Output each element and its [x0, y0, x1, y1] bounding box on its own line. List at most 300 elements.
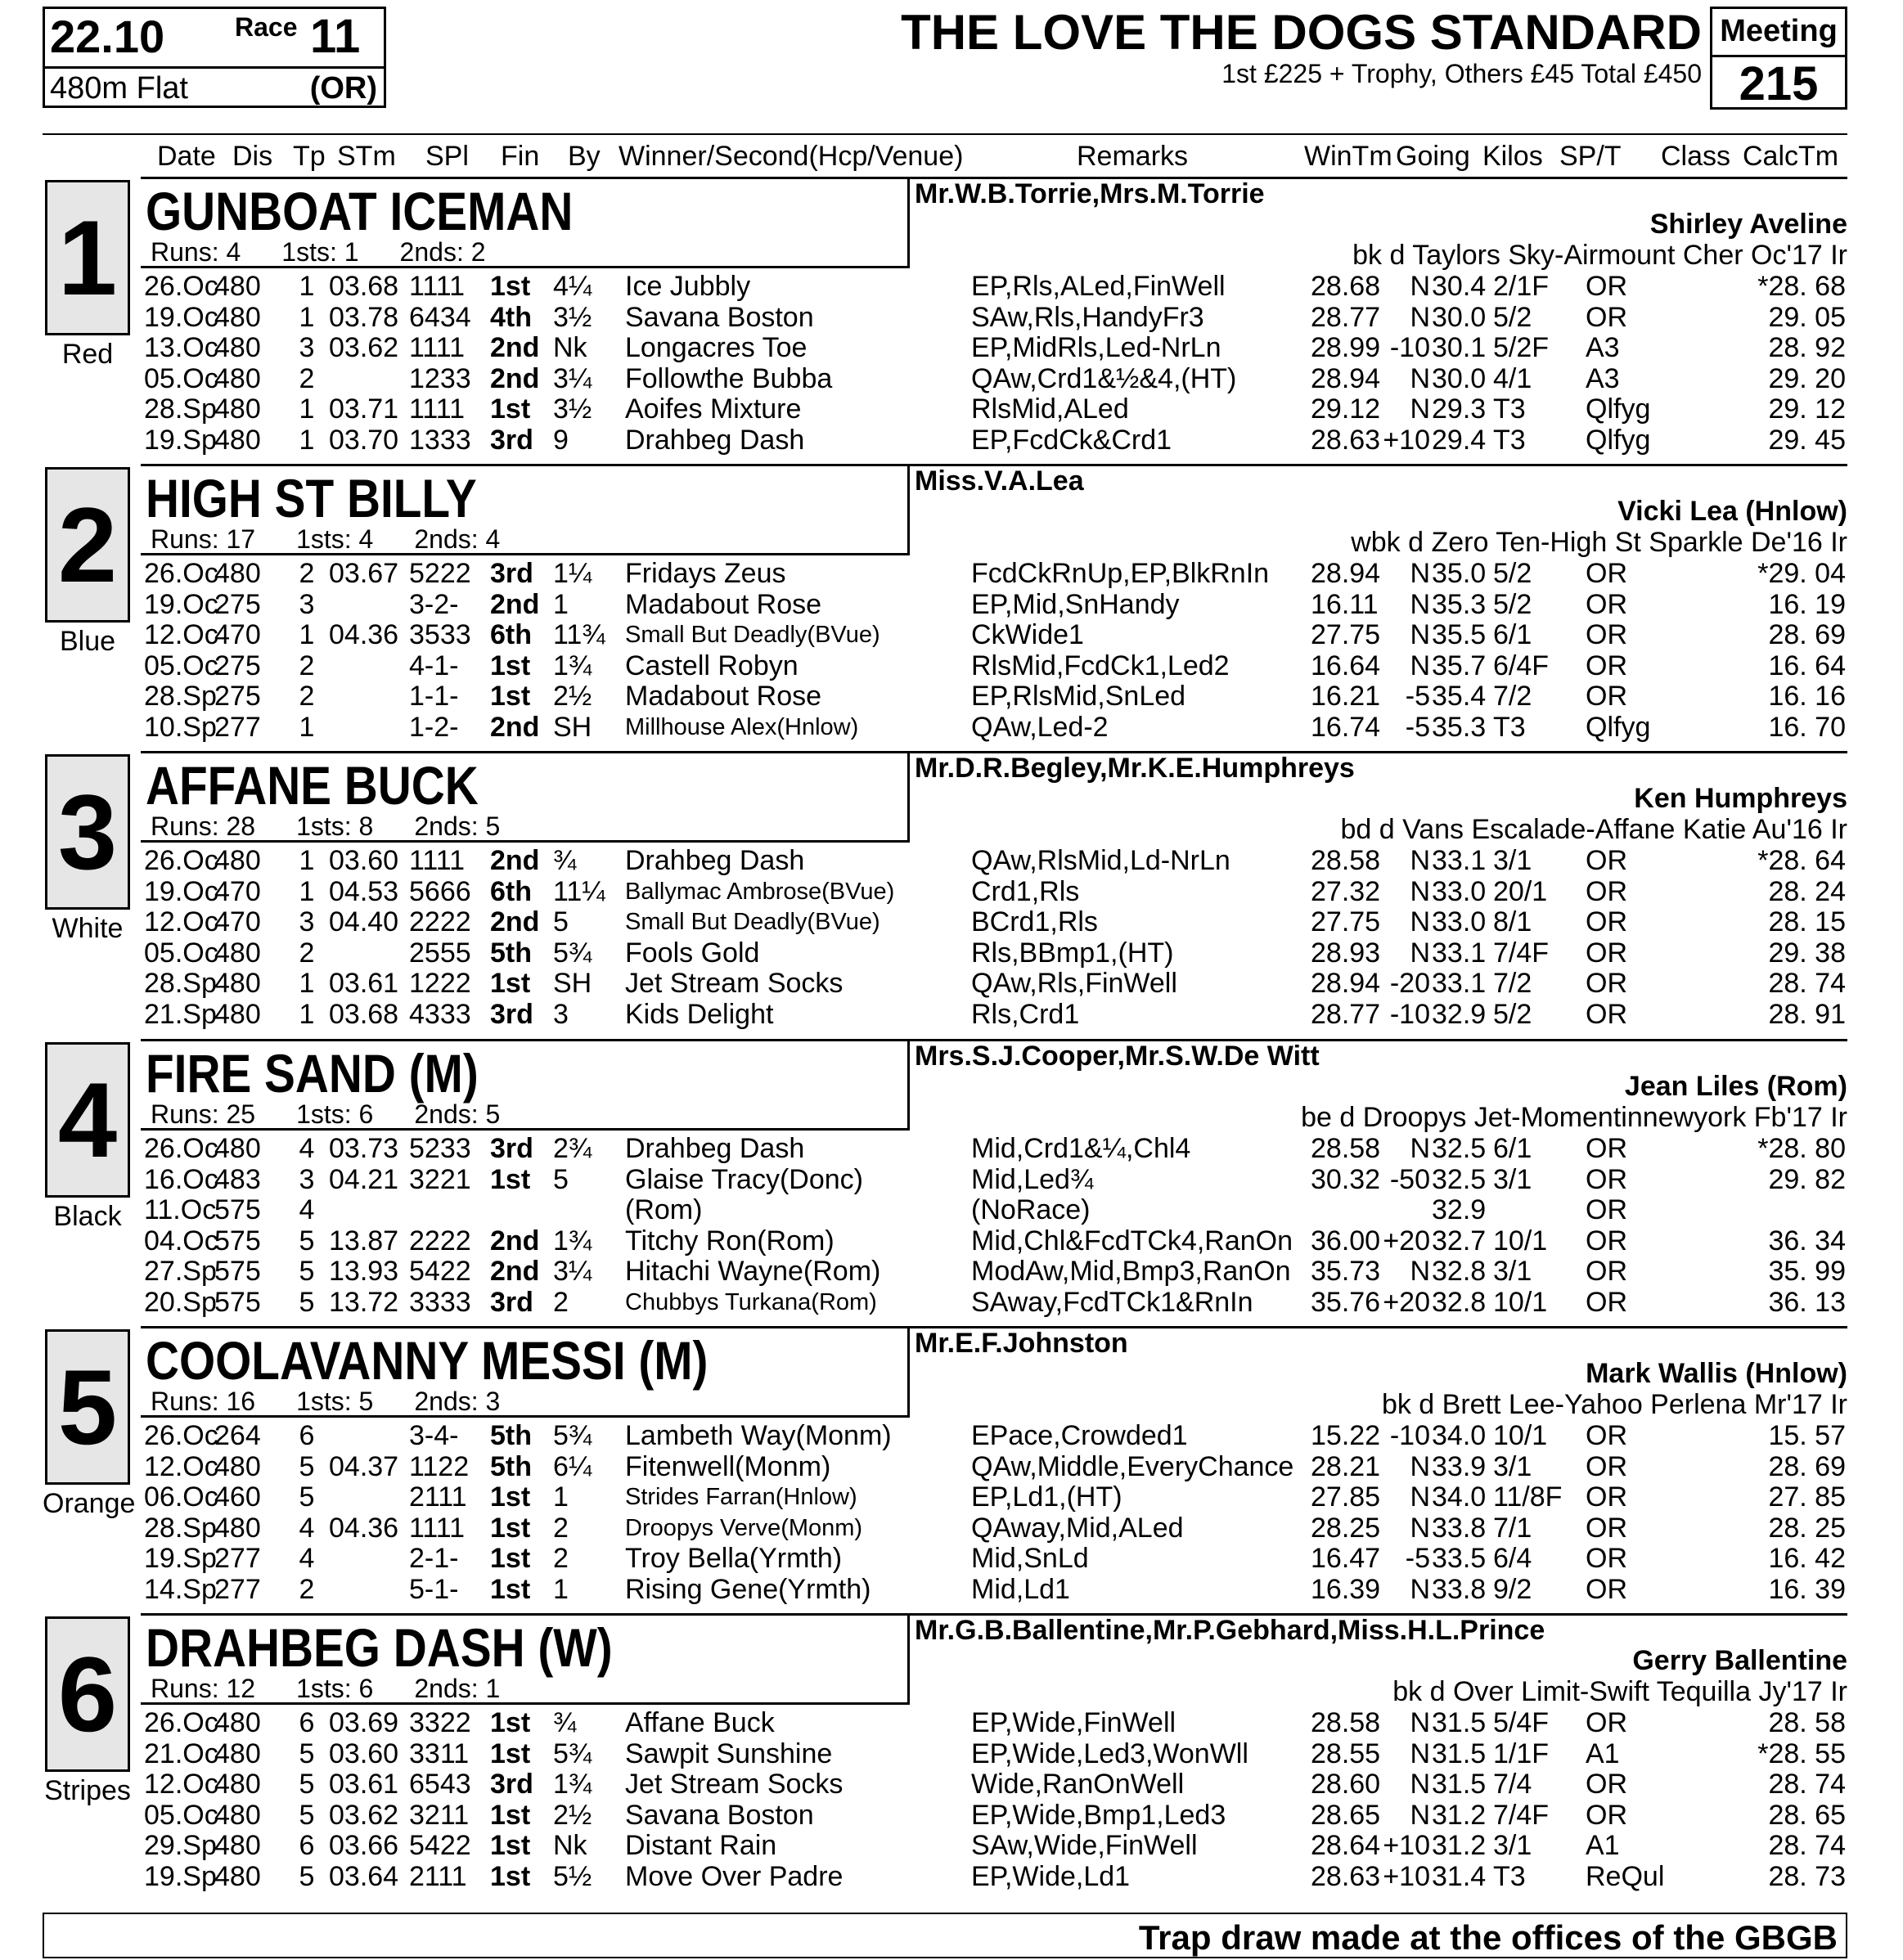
form-trap: 5: [299, 1860, 315, 1892]
form-remarks: ModAw,Mid,Bmp3,RanOn: [971, 1256, 1291, 1287]
form-starting-price: 8/1: [1493, 906, 1532, 937]
form-sectional: 03.60: [329, 1737, 399, 1769]
form-row: [43, 1421, 1847, 1451]
form-finish: 3rd: [490, 1133, 533, 1164]
form-split: 4-1-: [409, 650, 459, 681]
form-split: 3322: [409, 1707, 471, 1738]
form-split: 1222: [409, 968, 471, 999]
form-win-time: 16.21: [1311, 681, 1381, 712]
form-going: N: [1410, 1256, 1430, 1287]
form-remarks: QAw,Led-2: [971, 711, 1109, 743]
form-win-time: 30.32: [1311, 1163, 1381, 1195]
runner-name: AFFANE BUCK: [146, 755, 479, 816]
form-starting-price: T3: [1493, 711, 1526, 743]
form-class: A1: [1586, 1830, 1620, 1861]
form-distance-beaten: 2: [553, 1286, 569, 1318]
form-win-time: 27.75: [1311, 619, 1381, 650]
form-finish: 2nd: [490, 362, 540, 394]
runner-firsts: 1sts: 6: [296, 1099, 374, 1129]
form-remarks: SAw,Wide,FinWell: [971, 1830, 1198, 1861]
form-winner: Aoifes Mixture: [625, 393, 802, 425]
form-distance: 275: [214, 650, 261, 681]
form-remarks: QAw,Rls,FinWell: [971, 968, 1177, 999]
form-split: 2222: [409, 1225, 471, 1256]
form-weight: 29.4: [1432, 424, 1487, 456]
form-calc-time: 16. 19: [1768, 588, 1846, 620]
form-weight: 31.5: [1432, 1707, 1487, 1738]
form-going: N: [1410, 1450, 1430, 1482]
form-class: OR: [1586, 1799, 1627, 1831]
form-weight: 31.4: [1432, 1860, 1487, 1892]
form-starting-price: 7/2: [1493, 968, 1532, 999]
form-row: [43, 1831, 1847, 1861]
form-weight: 33.8: [1432, 1573, 1487, 1605]
form-split: 3221: [409, 1163, 471, 1195]
form-row: [43, 1739, 1847, 1769]
form-date: 05.Oc: [144, 650, 218, 681]
form-trap: 4: [299, 1194, 315, 1225]
runner-runs: Runs: 12: [151, 1674, 256, 1703]
form-weight: 30.1: [1432, 332, 1487, 363]
form-going: N: [1410, 906, 1430, 937]
form-win-time: 16.11: [1311, 588, 1379, 620]
form-trap: 1: [299, 424, 315, 456]
form-going: -5: [1405, 681, 1430, 712]
form-split: 1-2-: [409, 711, 459, 743]
form-going: N: [1410, 362, 1430, 394]
form-going: +20: [1383, 1286, 1430, 1318]
form-finish: 1st: [490, 1481, 531, 1513]
form-win-time: 16.47: [1311, 1543, 1381, 1574]
form-remarks: EP,Rls,ALed,FinWell: [971, 271, 1226, 302]
runner-runs: Runs: 28: [151, 811, 256, 841]
form-winner: Small But Deadly(BVue): [625, 622, 880, 648]
form-winner: Madabout Rose: [625, 681, 822, 712]
runner-owner: Miss.V.A.Lea: [915, 465, 1084, 497]
form-distance: 277: [214, 1543, 261, 1574]
col-calctm: CalcTm: [1743, 141, 1839, 172]
form-remarks: Rls,BBmp1,(HT): [971, 937, 1174, 969]
form-date: 19.Oc: [144, 588, 218, 620]
form-class: OR: [1586, 1450, 1627, 1482]
form-row: [43, 333, 1847, 363]
form-finish: 5th: [490, 937, 532, 969]
form-sectional: 03.69: [329, 1707, 399, 1738]
race-title: THE LOVE THE DOGS STANDARD: [901, 5, 1702, 60]
form-calc-time: 16. 64: [1768, 650, 1846, 681]
form-trap: 1: [299, 875, 315, 907]
form-weight: 33.8: [1432, 1512, 1487, 1544]
trap-colour: White: [52, 913, 124, 944]
prize-money: 1st £225 + Trophy, Others £45 Total £450: [1221, 59, 1702, 88]
col-remarks: Remarks: [1077, 141, 1189, 172]
form-split: 1111: [409, 1512, 466, 1544]
form-going: N: [1410, 1799, 1430, 1831]
col-date: Date: [157, 141, 216, 172]
form-split: 2555: [409, 937, 471, 969]
form-sectional: 04.21: [329, 1163, 399, 1195]
form-going: -20: [1389, 968, 1430, 999]
form-calc-time: 28. 69: [1768, 1450, 1846, 1482]
form-remarks: EP,Wide,Ld1: [971, 1860, 1131, 1892]
runner-block: [43, 751, 1847, 1037]
form-date: 21.Oc: [144, 1737, 218, 1769]
form-weight: 34.0: [1432, 1420, 1487, 1451]
form-trap: 5: [299, 1256, 315, 1287]
form-class: OR: [1586, 1194, 1627, 1225]
form-date: 29.Sp: [144, 1830, 217, 1861]
form-winner: Affane Buck: [625, 1707, 775, 1738]
form-distance-beaten: ¾: [553, 845, 577, 876]
runner-name-box: [141, 1326, 910, 1418]
runner-breeding: bk d Taylors Sky-Airmount Cher Oc'17 Ir: [1352, 240, 1847, 271]
form-calc-time: 28. 92: [1768, 332, 1846, 363]
form-calc-time: 28. 74: [1768, 1830, 1846, 1861]
form-going: N: [1410, 937, 1430, 969]
runner-firsts: 1sts: 4: [296, 524, 374, 554]
form-remarks: Mid,Ld1: [971, 1573, 1070, 1605]
form-distance-beaten: 2: [553, 1512, 569, 1544]
form-split: 1333: [409, 424, 471, 456]
form-date: 16.Oc: [144, 1163, 218, 1195]
form-trap: 4: [299, 1512, 315, 1544]
form-class: A3: [1586, 332, 1620, 363]
form-finish: 1st: [490, 271, 531, 302]
form-class: A1: [1586, 1737, 1620, 1769]
form-row: [43, 713, 1847, 743]
form-going: N: [1410, 1133, 1430, 1164]
form-split: 5-1-: [409, 1573, 459, 1605]
trap-colour: Blue: [59, 626, 116, 657]
form-starting-price: 5/2: [1493, 558, 1532, 589]
col-dis: Dis: [232, 141, 273, 172]
form-win-time: 29.12: [1311, 393, 1381, 425]
form-finish: 1st: [490, 968, 531, 999]
form-distance-beaten: 11¾: [553, 619, 605, 650]
form-sectional: 04.36: [329, 1512, 399, 1544]
form-distance: 480: [214, 424, 261, 456]
form-going: N: [1410, 875, 1430, 907]
form-date: 05.Oc: [144, 937, 218, 969]
form-weight: 32.8: [1432, 1256, 1487, 1287]
runner-trainer: Vicki Lea (Hnlow): [1617, 496, 1847, 527]
form-going: N: [1410, 1737, 1430, 1769]
form-distance-beaten: 3¼: [553, 1256, 592, 1287]
form-winner: Jet Stream Socks: [625, 968, 844, 999]
form-win-time: 28.99: [1311, 332, 1381, 363]
form-finish: 5th: [490, 1450, 532, 1482]
form-weight: 34.0: [1432, 1481, 1487, 1513]
form-weight: 30.0: [1432, 362, 1487, 394]
form-sectional: 03.71: [329, 393, 399, 425]
form-distance-beaten: SH: [553, 968, 592, 999]
form-finish: 6th: [490, 875, 532, 907]
form-date: 13.Oc: [144, 332, 218, 363]
form-distance-beaten: 5½: [553, 1860, 592, 1892]
runner-breeding: bk d Over Limit-Swift Tequilla Jy'17 Ir: [1392, 1676, 1847, 1707]
runner-name: FIRE SAND (M): [146, 1043, 479, 1104]
form-class: OR: [1586, 875, 1627, 907]
form-split: 6543: [409, 1769, 471, 1800]
form-going: N: [1410, 1769, 1430, 1800]
form-win-time: 28.63: [1311, 1860, 1381, 1892]
form-calc-time: 29. 12: [1768, 393, 1846, 425]
form-win-time: 15.22: [1311, 1420, 1381, 1451]
form-class: OR: [1586, 301, 1627, 333]
form-date: 26.Oc: [144, 271, 218, 302]
form-row: [43, 1165, 1847, 1195]
form-date: 14.Sp: [144, 1573, 217, 1605]
form-calc-time: 28. 65: [1768, 1799, 1846, 1831]
race-number: 11: [310, 10, 361, 63]
form-sectional: 03.68: [329, 271, 399, 302]
form-win-time: 27.32: [1311, 875, 1381, 907]
form-distance: 480: [214, 1769, 261, 1800]
form-row: [43, 1769, 1847, 1800]
form-date: 06.Oc: [144, 1481, 218, 1513]
form-distance-beaten: Nk: [553, 1830, 587, 1861]
form-going: N: [1410, 1512, 1430, 1544]
form-trap: 2: [299, 558, 315, 589]
form-going: +20: [1383, 1225, 1430, 1256]
form-trap: 5: [299, 1737, 315, 1769]
form-weight: 29.3: [1432, 393, 1487, 425]
runner-firsts: 1sts: 8: [296, 811, 374, 841]
form-weight: 31.5: [1432, 1769, 1487, 1800]
form-distance-beaten: 1: [553, 588, 569, 620]
runner-stats: [151, 1099, 500, 1130]
form-distance: 575: [214, 1286, 261, 1318]
form-date: 12.Oc: [144, 1769, 218, 1800]
form-winner: Fools Gold: [625, 937, 760, 969]
form-distance-beaten: 2: [553, 1543, 569, 1574]
form-calc-time: 16. 16: [1768, 681, 1846, 712]
form-calc-time: 36. 13: [1768, 1286, 1846, 1318]
form-weight: 31.2: [1432, 1799, 1487, 1831]
form-trap: 6: [299, 1707, 315, 1738]
form-starting-price: 9/2: [1493, 1573, 1532, 1605]
form-sectional: 04.37: [329, 1450, 399, 1482]
form-going: -10: [1389, 1420, 1430, 1451]
form-split: 5666: [409, 875, 471, 907]
form-distance-beaten: 1: [553, 1481, 569, 1513]
form-distance-beaten: 2¾: [553, 1133, 592, 1164]
trap-number: 1: [45, 180, 130, 335]
form-row: [43, 1195, 1847, 1225]
form-class: Qlfyg: [1586, 424, 1651, 456]
form-finish: 6th: [490, 619, 532, 650]
form-distance: 480: [214, 301, 261, 333]
runner-owner: Mr.D.R.Begley,Mr.K.E.Humphreys: [915, 753, 1355, 784]
form-trap: 2: [299, 937, 315, 969]
form-distance: 470: [214, 906, 261, 937]
col-spl: SPl: [425, 141, 469, 172]
runner-trainer: Mark Wallis (Hnlow): [1586, 1358, 1847, 1389]
form-calc-time: *29. 04: [1757, 558, 1846, 589]
form-trap: 2: [299, 650, 315, 681]
form-starting-price: T3: [1493, 424, 1526, 456]
form-class: OR: [1586, 619, 1627, 650]
form-calc-time: 29. 38: [1768, 937, 1846, 969]
form-going: N: [1410, 1573, 1430, 1605]
form-remarks: QAw,Middle,EveryChance: [971, 1450, 1294, 1482]
form-going: -10: [1389, 998, 1430, 1030]
form-date: 12.Oc: [144, 619, 218, 650]
runner-breeding: bd d Vans Escalade-Affane Katie Au'16 Ir: [1340, 814, 1847, 845]
form-row: [43, 620, 1847, 650]
form-finish: 2nd: [490, 1225, 540, 1256]
form-winner: Strides Farran(Hnlow): [625, 1484, 857, 1510]
form-weight: 33.5: [1432, 1543, 1487, 1574]
form-distance: 460: [214, 1481, 261, 1513]
runner-stats: [151, 524, 500, 555]
form-starting-price: T3: [1493, 1860, 1526, 1892]
runner-owner: Mr.G.B.Ballentine,Mr.P.Gebhard,Miss.H.L.Prince: [915, 1615, 1545, 1646]
form-class: OR: [1586, 271, 1627, 302]
form-distance: 480: [214, 845, 261, 876]
form-calc-time: *28. 55: [1757, 1737, 1846, 1769]
form-weight: 35.4: [1432, 681, 1487, 712]
form-win-time: 28.93: [1311, 937, 1381, 969]
form-finish: 1st: [490, 1163, 531, 1195]
form-date: 26.Oc: [144, 1133, 218, 1164]
trap-colour: Red: [61, 339, 114, 370]
form-starting-price: 5/4F: [1493, 1707, 1550, 1738]
form-weight: 33.9: [1432, 1450, 1487, 1482]
form-weight: 32.5: [1432, 1133, 1487, 1164]
runner-runs: Runs: 25: [151, 1099, 256, 1129]
form-split: 5222: [409, 558, 471, 589]
form-class: OR: [1586, 1481, 1627, 1513]
form-going: N: [1410, 558, 1430, 589]
form-going: N: [1410, 588, 1430, 620]
form-weight: 32.5: [1432, 1163, 1487, 1195]
form-win-time: 28.55: [1311, 1737, 1381, 1769]
form-calc-time: 28. 15: [1768, 906, 1846, 937]
form-distance: 480: [214, 362, 261, 394]
runner-firsts: 1sts: 6: [296, 1674, 374, 1703]
form-starting-price: 1/1F: [1493, 1737, 1550, 1769]
race-time: 22.10: [50, 11, 165, 62]
runner-block: [43, 464, 1847, 750]
runner-runs: Runs: 17: [151, 524, 256, 554]
form-calc-time: 28. 91: [1768, 998, 1846, 1030]
form-distance-beaten: 1¾: [553, 1225, 592, 1256]
runner-name: GUNBOAT ICEMAN: [146, 181, 574, 241]
form-going: -50: [1389, 1163, 1430, 1195]
form-win-time: 28.64: [1311, 1830, 1381, 1861]
form-class: OR: [1586, 588, 1627, 620]
runner-seconds: 2nds: 3: [414, 1387, 501, 1416]
runner-name-box: [141, 177, 910, 268]
form-starting-price: 3/1: [1493, 1830, 1532, 1861]
runner-stats: [151, 1673, 500, 1704]
form-split: 3311: [409, 1737, 470, 1769]
form-date: 26.Oc: [144, 558, 218, 589]
form-remarks: (NoRace): [971, 1194, 1091, 1225]
form-date: 12.Oc: [144, 906, 218, 937]
form-weight: 33.0: [1432, 906, 1487, 937]
form-win-time: 16.39: [1311, 1573, 1381, 1605]
form-distance: 480: [214, 271, 261, 302]
trap-number: 3: [45, 754, 130, 910]
form-class: ReQul: [1586, 1860, 1665, 1892]
form-sectional: 03.62: [329, 1799, 399, 1831]
form-winner: Move Over Padre: [625, 1860, 844, 1892]
form-winner: Chubbys Turkana(Rom): [625, 1288, 877, 1315]
form-row: [43, 938, 1847, 969]
form-row: [43, 303, 1847, 333]
form-remarks: EP,Mid,SnHandy: [971, 588, 1180, 620]
form-row: [43, 1452, 1847, 1482]
form-weight: 35.3: [1432, 588, 1487, 620]
form-sectional: 03.61: [329, 968, 399, 999]
form-starting-price: 6/4: [1493, 1543, 1532, 1574]
form-distance-beaten: 9: [553, 424, 569, 456]
form-distance-beaten: 1¼: [553, 558, 592, 589]
form-winner: Distant Rain: [625, 1830, 777, 1861]
form-calc-time: 28. 24: [1768, 875, 1846, 907]
form-date: 20.Sp: [144, 1286, 217, 1318]
runner-trainer: Ken Humphreys: [1634, 783, 1847, 814]
form-weight: 32.7: [1432, 1225, 1487, 1256]
form-row: [43, 394, 1847, 425]
form-class: OR: [1586, 558, 1627, 589]
meeting-number: 215: [1739, 57, 1819, 110]
form-going: N: [1410, 619, 1430, 650]
col-going: Going: [1396, 141, 1470, 172]
form-starting-price: 20/1: [1493, 875, 1548, 907]
form-win-time: 28.60: [1311, 1769, 1381, 1800]
runner-name: COOLAVANNY MESSI (M): [146, 1330, 709, 1391]
form-class: OR: [1586, 1512, 1627, 1544]
form-calc-time: *28. 64: [1757, 845, 1846, 876]
form-starting-price: 5/2: [1493, 998, 1532, 1030]
form-class: Qlfyg: [1586, 393, 1651, 425]
form-winner: Madabout Rose: [625, 588, 822, 620]
form-row: [43, 969, 1847, 999]
form-distance: 480: [214, 332, 261, 363]
form-class: OR: [1586, 1225, 1627, 1256]
form-remarks: Crd1,Rls: [971, 875, 1080, 907]
form-trap: 5: [299, 1450, 315, 1482]
form-calc-time: 28. 74: [1768, 968, 1846, 999]
form-date: 05.Oc: [144, 1799, 218, 1831]
form-win-time: 28.77: [1311, 998, 1381, 1030]
form-remarks: Wide,RanOnWell: [971, 1769, 1185, 1800]
form-row: [43, 1134, 1847, 1164]
form-win-time: 28.58: [1311, 845, 1381, 876]
race-grade: (OR): [309, 71, 377, 106]
form-distance: 480: [214, 1707, 261, 1738]
form-winner: Kids Delight: [625, 998, 774, 1030]
form-split: 5422: [409, 1830, 471, 1861]
form-weight: 33.1: [1432, 968, 1487, 999]
form-trap: 1: [299, 845, 315, 876]
form-row: [43, 1482, 1847, 1513]
form-sectional: 04.53: [329, 875, 399, 907]
form-class: OR: [1586, 1543, 1627, 1574]
form-calc-time: 29. 45: [1768, 424, 1846, 456]
form-trap: 5: [299, 1481, 315, 1513]
form-distance: 480: [214, 1512, 261, 1544]
form-starting-price: 10/1: [1493, 1225, 1548, 1256]
trap-colour: Stripes: [44, 1775, 131, 1806]
form-finish: 2nd: [490, 1256, 540, 1287]
form-win-time: 27.75: [1311, 906, 1381, 937]
form-date: 10.Sp: [144, 711, 217, 743]
form-winner: Fridays Zeus: [625, 558, 786, 589]
